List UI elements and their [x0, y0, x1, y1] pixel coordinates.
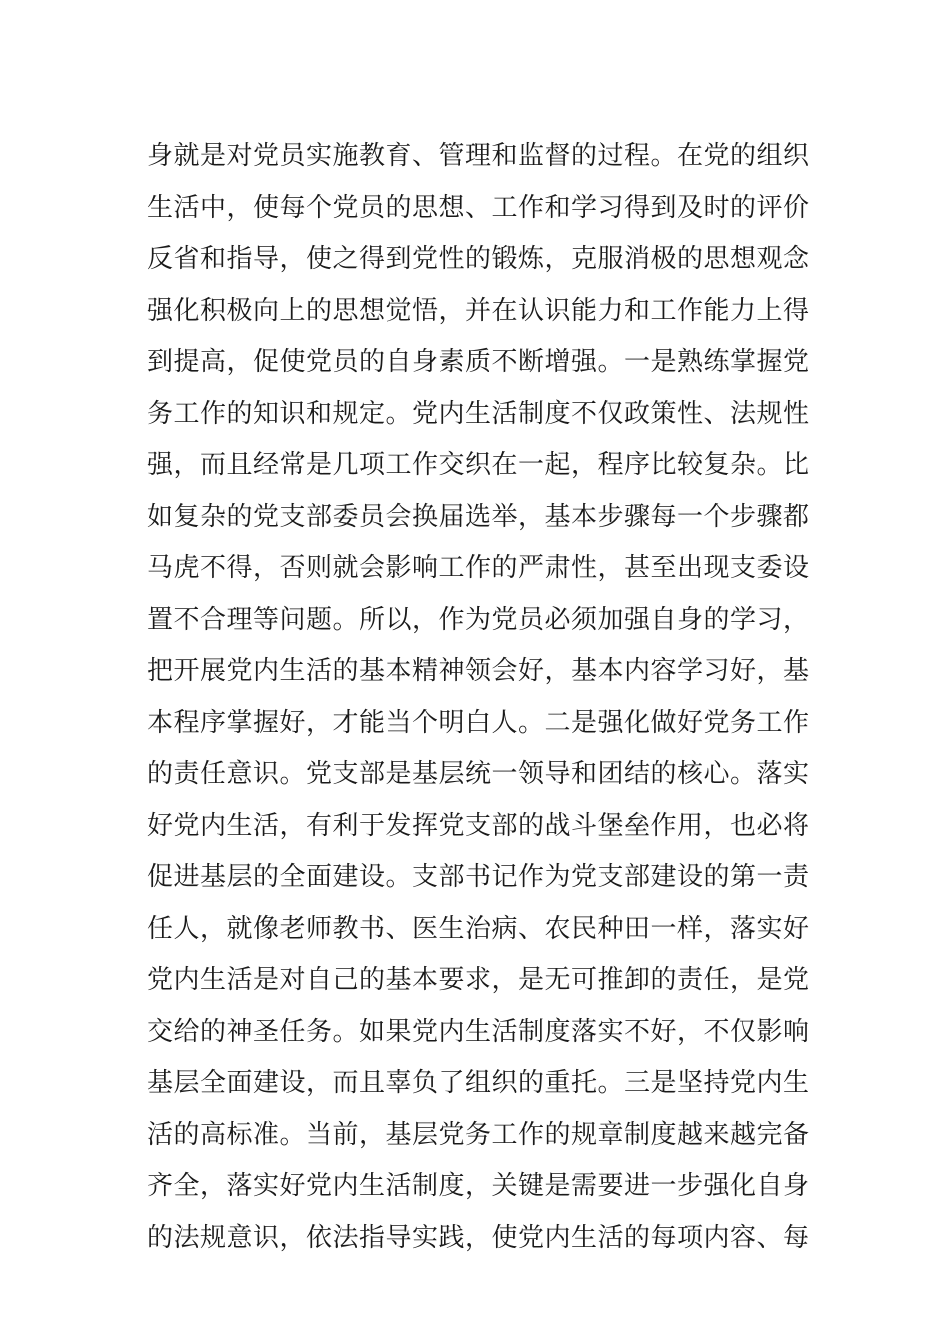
text-line: 的法规意识，依法指导实践，使党内生活的每项内容、每 — [147, 1222, 810, 1253]
text-line: 置不合理等问题。所以，作为党员必须加强自身的学习， — [147, 604, 810, 635]
text-line: 基层全面建设，而且辜负了组织的重托。三是坚持党内生 — [147, 1068, 810, 1098]
text-line: 务工作的知识和规定。党内生活制度不仅政策性、法规性 — [147, 398, 810, 429]
text-line: 把开展党内生活的基本精神领会好，基本内容学习好，基 — [147, 656, 810, 686]
text-line: 任人，就像老师教书、医生治病、农民种田一样，落实好 — [147, 913, 810, 944]
text-line: 马虎不得，否则就会影响工作的严肃性，甚至出现支委设 — [147, 553, 810, 583]
body-text — [147, 131, 810, 1264]
text-line: 齐全，落实好党内生活制度，关键是需要进一步强化自身 — [147, 1171, 810, 1201]
text-line: 好党内生活，有利于发挥党支部的战斗堡垒作用，也必将 — [147, 810, 810, 841]
text-line: 到提高，促使党员的自身素质不断增强。一是熟练掌握党 — [147, 347, 810, 377]
text-line: 强，而且经常是几项工作交织在一起，程序比较复杂。比 — [147, 450, 810, 480]
text-line: 的责任意识。党支部是基层统一领导和团结的核心。落实 — [147, 759, 810, 789]
text-line: 本程序掌握好，才能当个明白人。二是强化做好党务工作 — [147, 707, 810, 738]
text-line: 反省和指导，使之得到党性的锻炼，克服消极的思想观念 — [147, 244, 810, 274]
text-line: 身就是对党员实施教育、管理和监督的过程。在党的组织 — [147, 141, 810, 171]
text-line: 促进基层的全面建设。支部书记作为党支部建设的第一责 — [147, 862, 810, 892]
text-line: 交给的神圣任务。如果党内生活制度落实不好，不仅影响 — [147, 1016, 810, 1047]
text-line: 如复杂的党支部委员会换届选举，基本步骤每一个步骤都 — [147, 501, 810, 532]
text-line: 活的高标准。当前，基层党务工作的规章制度越来越完备 — [147, 1119, 810, 1150]
text-line: 党内生活是对自己的基本要求，是无可推卸的责任，是党 — [147, 965, 810, 995]
text-line: 强化积极向上的思想觉悟，并在认识能力和工作能力上得 — [147, 295, 810, 326]
text-line: 生活中，使每个党员的思想、工作和学习得到及时的评价 — [147, 192, 810, 223]
